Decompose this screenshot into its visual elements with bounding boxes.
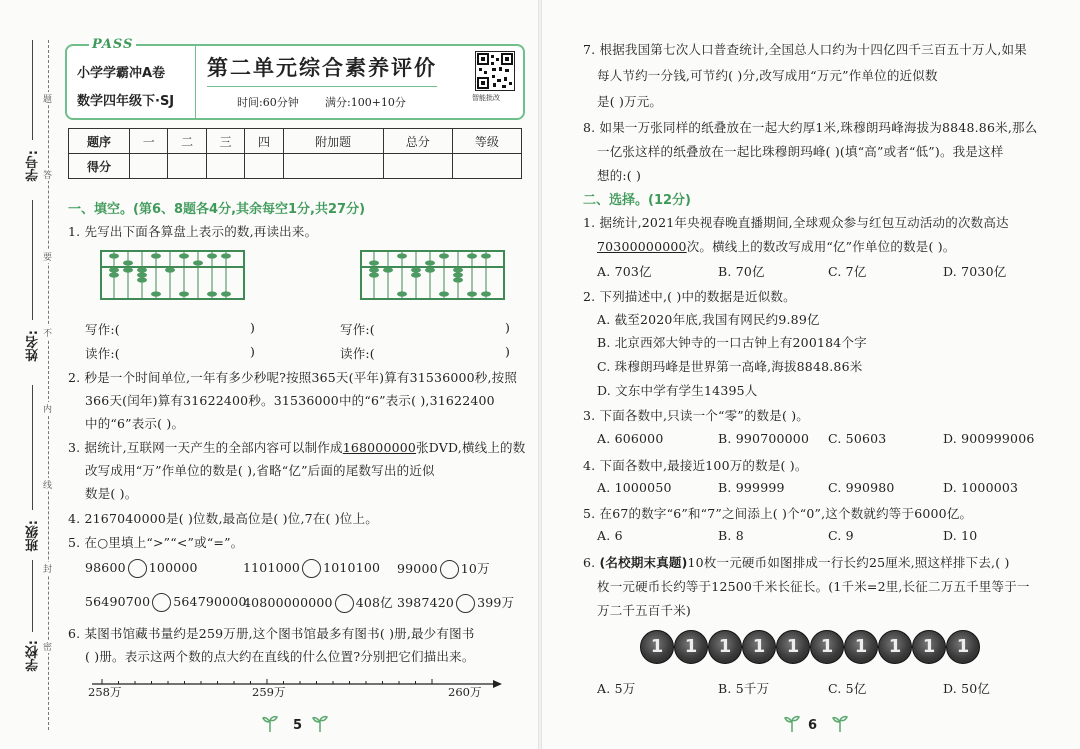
class-field[interactable] bbox=[32, 385, 33, 510]
s2-q2-text: 2. 下列描述中,( )中的数据是近似数。 bbox=[583, 289, 796, 304]
table-cell: 二 bbox=[168, 129, 206, 154]
compare-left: 1101000 bbox=[243, 560, 301, 575]
s2-q4-text: 4. 下面各数中,最接近100万的数是( )。 bbox=[583, 458, 808, 473]
table-cell: 总分 bbox=[383, 129, 452, 154]
option-b[interactable]: B. 70亿 bbox=[718, 264, 765, 279]
compare-right: 1010100 bbox=[323, 560, 381, 575]
compare-item bbox=[397, 593, 514, 613]
series-box bbox=[67, 37, 196, 118]
q4-text: 4. 2167040000是( )位数,最高位是( )位,7在( )位上。 bbox=[68, 511, 378, 526]
option-c[interactable]: C. 50603 bbox=[828, 431, 887, 446]
abacus-icon bbox=[360, 250, 505, 300]
score-input-cell[interactable] bbox=[130, 154, 168, 179]
option-d[interactable]: D. 文东中学有学生14395人 bbox=[597, 383, 758, 398]
s2-q1-line-2b: 次。横线上的数改写成用“亿”作单位的数是( )。 bbox=[686, 239, 956, 254]
q3-line-1b: 张DVD,横线上的数 bbox=[416, 440, 526, 455]
page-number: 5 bbox=[293, 718, 303, 733]
section-1-title: 一、填空。(第6、8题各4分,其余每空1分,共27分) bbox=[68, 202, 366, 217]
abacus-icon bbox=[100, 250, 245, 300]
full-score: 满分:100+10分 bbox=[325, 96, 406, 109]
table-cell: 附加题 bbox=[283, 129, 383, 154]
q1-write-label-1: 写作:( bbox=[85, 322, 120, 337]
seal-char: 不 bbox=[43, 326, 52, 339]
brand-logo: PASS bbox=[89, 37, 136, 52]
q6-line-2: ( )册。表示这两个数的点大约在直线的什么位置?分别把它们描出来。 bbox=[85, 649, 475, 664]
s2-q6-line-2: 枚一元硬币长约等于12500千米长征长。(1千米=2里,长征二万五千里等于一 bbox=[597, 579, 1030, 594]
compare-circle[interactable] bbox=[152, 593, 171, 612]
table-cell: 得分 bbox=[69, 154, 130, 179]
compare-item bbox=[85, 559, 198, 578]
table-cell: 四 bbox=[245, 129, 283, 154]
paren-close: ) bbox=[505, 320, 511, 335]
option-d[interactable]: D. 10 bbox=[943, 528, 978, 543]
time-limit: 时间:60分钟 bbox=[237, 96, 299, 109]
table-cell: 题序 bbox=[69, 129, 130, 154]
option-d[interactable]: D. 1000003 bbox=[943, 480, 1019, 495]
q3-line-2: 改写成用“万”作单位的数是( ),省略“亿”后面的尾数写出的近似 bbox=[85, 463, 435, 478]
compare-circle[interactable] bbox=[440, 560, 459, 579]
table-cell: 三 bbox=[206, 129, 244, 154]
qr-code-icon[interactable] bbox=[475, 51, 515, 91]
coin-icon: 1 bbox=[810, 630, 844, 664]
score-input-cell[interactable] bbox=[168, 154, 206, 179]
q6-line-1: 6. 某图书馆藏书量约是259万册,这个图书馆最多有图书( )册,最少有图书 bbox=[68, 626, 475, 641]
q3-underlined-number: 168000000 bbox=[342, 440, 417, 455]
coin-icon: 1 bbox=[742, 630, 776, 664]
student-no-label: 学号: bbox=[26, 150, 41, 182]
s2-q1-line-2 bbox=[597, 237, 956, 255]
name-field[interactable] bbox=[32, 200, 33, 320]
axis-label: 258万 bbox=[88, 685, 122, 699]
seal-char: 线 bbox=[43, 478, 52, 491]
compare-right: 10万 bbox=[460, 561, 490, 576]
page-number: 6 bbox=[808, 718, 818, 733]
option-a[interactable]: A. 703亿 bbox=[597, 264, 652, 279]
compare-circle[interactable] bbox=[302, 559, 321, 578]
q1-write-label-2: 写作:( bbox=[340, 322, 375, 337]
paren-close: ) bbox=[250, 320, 256, 335]
score-table-header-row bbox=[69, 129, 522, 154]
compare-right: 408亿 bbox=[355, 595, 393, 610]
option-b[interactable]: B. 5千万 bbox=[718, 681, 770, 696]
score-table-score-row bbox=[69, 154, 522, 179]
q1-read-label-2: 读作:( bbox=[340, 346, 375, 361]
compare-left: 99000 bbox=[397, 561, 438, 576]
q2-line-2: 366天(闰年)算有31622400秒。31536000中的“6”表示( ),31622400 bbox=[85, 393, 495, 408]
sprout-icon bbox=[784, 712, 800, 732]
s2-q6-line-3: 万二千五百千米) bbox=[597, 603, 691, 618]
compare-right: 100000 bbox=[148, 560, 198, 575]
option-b[interactable]: B. 北京西郊大钟寺的一口古钟上有200184个字 bbox=[597, 335, 867, 350]
option-c[interactable]: C. 9 bbox=[828, 528, 854, 543]
coin-icon: 1 bbox=[878, 630, 912, 664]
q3-line-3: 数是( )。 bbox=[85, 486, 138, 501]
name-label: 姓名: bbox=[26, 330, 41, 362]
score-input-cell[interactable] bbox=[245, 154, 283, 179]
paren-close: ) bbox=[250, 344, 256, 359]
compare-circle[interactable] bbox=[456, 594, 475, 613]
option-a[interactable]: A. 截至2020年底,我国有网民约9.89亿 bbox=[597, 312, 820, 327]
coin-icon: 1 bbox=[674, 630, 708, 664]
compare-left: 3987420 bbox=[397, 595, 455, 610]
compare-right: 399万 bbox=[477, 595, 515, 610]
option-b[interactable]: B. 999999 bbox=[718, 480, 785, 495]
s2-q1-underlined-number: 70300000000 bbox=[597, 239, 687, 254]
q8-line-3: 想的:( ) bbox=[597, 168, 642, 183]
compare-item bbox=[397, 559, 490, 579]
s2-q6-line-1b: 10枚一元硬币如图排成一行长约25厘米,照这样排下去,( ) bbox=[687, 555, 1010, 570]
option-d[interactable]: D. 7030亿 bbox=[943, 264, 1007, 279]
section-2-title: 二、选择。(12分) bbox=[583, 193, 691, 208]
compare-item bbox=[85, 593, 247, 612]
sprout-icon bbox=[312, 712, 328, 732]
coin-icon: 1 bbox=[776, 630, 810, 664]
score-table bbox=[68, 128, 522, 179]
compare-left: 40800000000 bbox=[243, 595, 333, 610]
coin-icon: 1 bbox=[912, 630, 946, 664]
s2-q6-number: 6. bbox=[583, 555, 600, 570]
s2-q6-line-1 bbox=[583, 553, 1010, 571]
option-b[interactable]: B. 8 bbox=[718, 528, 744, 543]
option-c[interactable]: C. 990980 bbox=[828, 480, 895, 495]
option-c[interactable]: C. 7亿 bbox=[828, 264, 867, 279]
q1-text: 1. 先写出下面各算盘上表示的数,再读出来。 bbox=[68, 224, 318, 239]
seal-line bbox=[48, 40, 49, 730]
q2-line-3: 中的“6”表示( )。 bbox=[85, 416, 185, 431]
q8-line-1: 8. 如果一万张同样的纸叠放在一起大约厚1米,珠穆朗玛峰海拔为8848.86米,那么 bbox=[583, 120, 1038, 135]
score-input-cell[interactable] bbox=[383, 154, 452, 179]
title-divider bbox=[207, 86, 437, 87]
seal-char: 答 bbox=[43, 168, 52, 181]
q5-text: 5. 在○里填上“>”“<”或“=”。 bbox=[68, 535, 244, 550]
coin-icon: 1 bbox=[708, 630, 742, 664]
axis-label: 259万 bbox=[252, 685, 286, 699]
book-spine bbox=[538, 0, 542, 749]
q7-line-3: 是( )万元。 bbox=[597, 94, 663, 109]
option-a[interactable]: A. 6 bbox=[597, 528, 623, 543]
class-label: 班级: bbox=[26, 520, 41, 552]
option-c[interactable]: C. 5亿 bbox=[828, 681, 867, 696]
coin-icon: 1 bbox=[844, 630, 878, 664]
compare-item bbox=[243, 593, 393, 613]
compare-left: 98600 bbox=[85, 560, 126, 575]
seal-char: 要 bbox=[43, 250, 52, 263]
compare-circle[interactable] bbox=[128, 559, 147, 578]
s2-q1-line-1: 1. 据统计,2021年央视春晚直播期间,全球观众参与红包互动活动的次数高达 bbox=[583, 215, 1009, 230]
q7-line-2: 每人节约一分钱,可节约( )分,改写成用“万元”作单位的近似数 bbox=[597, 68, 938, 83]
q2-line-1: 2. 秒是一个时间单位,一年有多少秒呢?按照365天(平年)算有31536000秒,按照 bbox=[68, 370, 518, 385]
axis-label: 260万 bbox=[448, 685, 482, 699]
qr-caption: 智能批改 bbox=[472, 94, 500, 102]
table-cell: 等级 bbox=[452, 129, 521, 154]
q1-read-label-1: 读作:( bbox=[85, 346, 120, 361]
q8-line-2: 一亿张这样的纸叠放在一起比珠穆朗玛峰( )(填“高”或者“低”)。我是这样 bbox=[597, 144, 1004, 159]
score-input-cell[interactable] bbox=[283, 154, 383, 179]
option-a[interactable]: A. 1000050 bbox=[597, 480, 672, 495]
s2-q5-text: 5. 在67的数字“6”和“7”之间添上( )个“0”,这个数就约等于6000亿。 bbox=[583, 506, 973, 521]
compare-item bbox=[243, 559, 380, 578]
sprout-icon bbox=[832, 712, 848, 732]
coin-icon: 1 bbox=[640, 630, 674, 664]
grade-label: 数学四年级下·SJ bbox=[77, 94, 175, 109]
option-d[interactable]: D. 50亿 bbox=[943, 681, 991, 696]
option-b[interactable]: B. 990700000 bbox=[718, 431, 810, 446]
page-title: 第二单元综合素养评价 bbox=[207, 56, 437, 80]
option-a[interactable]: A. 5万 bbox=[597, 681, 636, 696]
score-input-cell[interactable] bbox=[452, 154, 521, 179]
compare-right: 564790000 bbox=[173, 594, 247, 609]
s2-q3-text: 3. 下面各数中,只读一个“零”的数是( )。 bbox=[583, 408, 809, 423]
paren-close: ) bbox=[505, 344, 511, 359]
seal-char: 密 bbox=[43, 640, 52, 653]
seal-char: 内 bbox=[43, 402, 52, 415]
number-line[interactable] bbox=[92, 676, 502, 692]
school-label: 学校: bbox=[26, 640, 41, 672]
compare-left: 56490700 bbox=[85, 594, 151, 609]
option-c[interactable]: C. 珠穆朗玛峰是世界第一高峰,海拔8848.86米 bbox=[597, 359, 863, 374]
seal-char: 封 bbox=[43, 562, 52, 575]
exam-source-tag: (名校期末真题) bbox=[599, 555, 688, 570]
option-d[interactable]: D. 900999006 bbox=[943, 431, 1035, 446]
seal-char: 题 bbox=[43, 92, 52, 105]
compare-circle[interactable] bbox=[335, 594, 354, 613]
school-field[interactable] bbox=[32, 560, 33, 632]
score-input-cell[interactable] bbox=[206, 154, 244, 179]
exam-header bbox=[65, 37, 525, 120]
option-a[interactable]: A. 606000 bbox=[597, 431, 664, 446]
series-name: 小学学霸冲A卷 bbox=[77, 66, 166, 81]
sprout-icon bbox=[262, 712, 278, 732]
q7-line-1: 7. 根据我国第七次人口普查统计,全国总人口约为十四亿四千三百五十万人,如果 bbox=[583, 42, 1027, 57]
table-cell: 一 bbox=[130, 129, 168, 154]
q3-line-1a: 3. 据统计,互联网一天产生的全部内容可以制作成 bbox=[68, 440, 343, 455]
q3-line-1 bbox=[68, 438, 525, 456]
student-no-field[interactable] bbox=[32, 40, 33, 140]
coin-icon: 1 bbox=[946, 630, 980, 664]
